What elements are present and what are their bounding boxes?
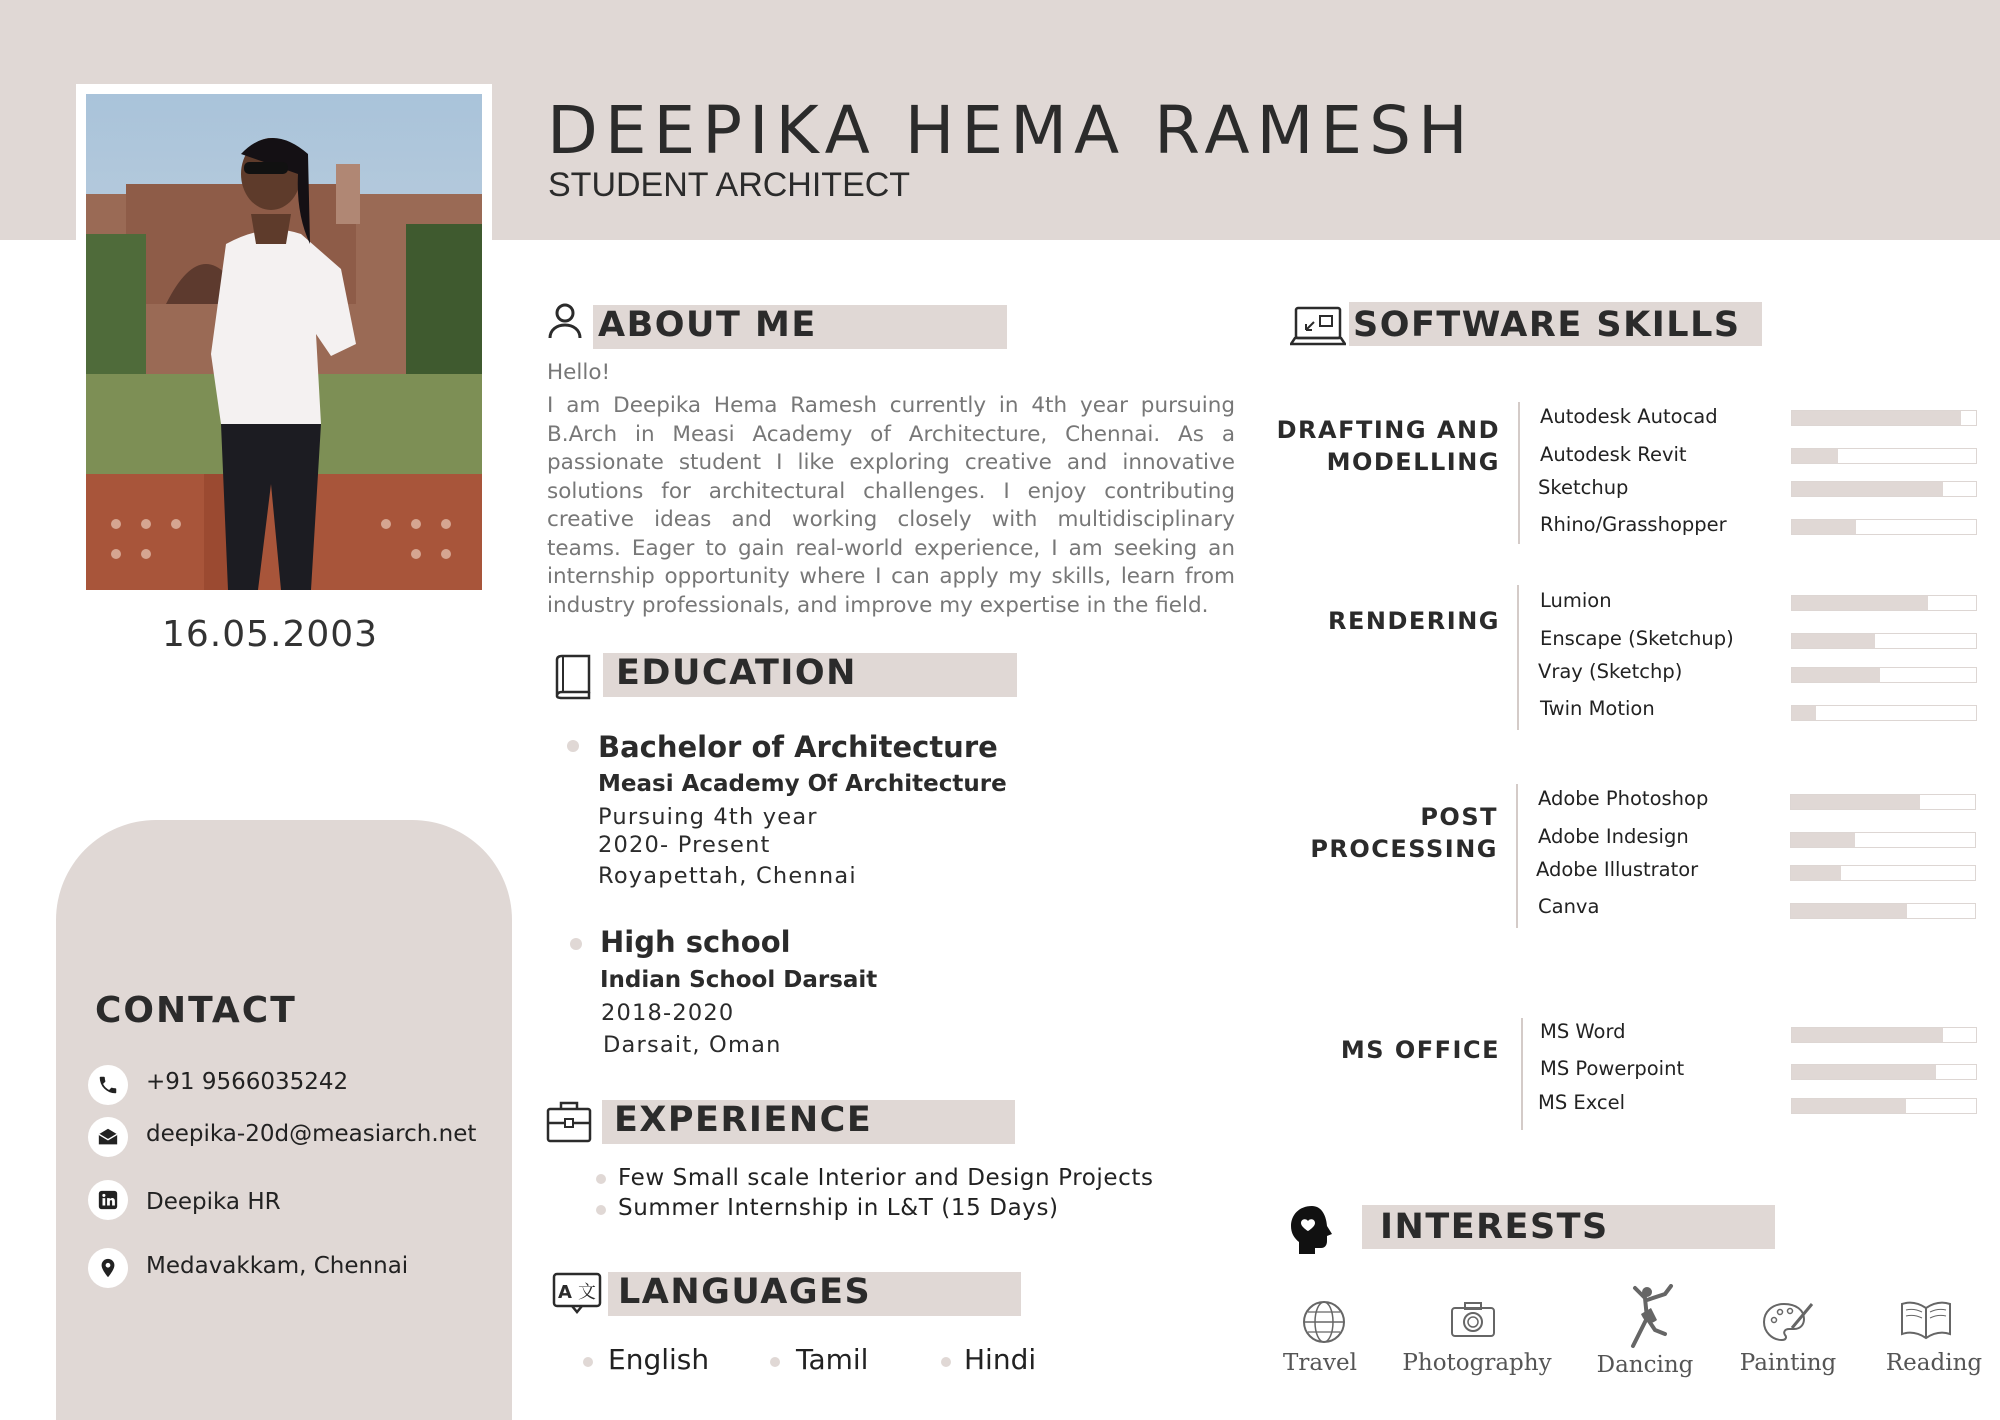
skill-name: MS Excel: [1538, 1091, 1626, 1114]
about-greeting: Hello!: [547, 360, 611, 385]
skill-category-label: MS OFFICE: [1340, 1036, 1500, 1064]
skill-bar: [1791, 595, 1977, 611]
bullet: [567, 740, 579, 752]
interests-title: INTERESTS: [1380, 1207, 1609, 1247]
skill-name: Autodesk Autocad: [1540, 405, 1718, 428]
globe-icon: [1300, 1298, 1348, 1350]
skill-bar: [1791, 1064, 1977, 1080]
language-item: English: [608, 1343, 710, 1376]
skill-name: Sketchup: [1538, 476, 1629, 499]
interest-label: Dancing: [1596, 1352, 1694, 1378]
candidate-name: DEEPIKA HEMA RAMESH: [547, 92, 1475, 169]
translate-icon: [552, 1272, 602, 1318]
book-icon: [553, 654, 593, 704]
palette-icon: [1762, 1300, 1814, 1350]
skill-bar: [1791, 1098, 1977, 1114]
skill-bar: [1791, 633, 1977, 649]
book-open-icon: [1898, 1298, 1954, 1346]
skill-bar: [1790, 832, 1976, 848]
contact-title: CONTACT: [95, 990, 297, 1031]
camera-icon: [1450, 1300, 1496, 1344]
skill-name: Canva: [1538, 895, 1600, 918]
bullet: [570, 938, 582, 950]
linkedin-icon: [88, 1180, 128, 1220]
edu-institution: Measi Academy Of Architecture: [598, 771, 1007, 797]
bullet: [596, 1205, 606, 1215]
category-divider: [1521, 1018, 1523, 1130]
skill-category-label: RENDERING: [1328, 607, 1500, 635]
svg-text:文: 文: [578, 1282, 596, 1303]
contact-card: [56, 820, 512, 1420]
skill-name: Adobe Indesign: [1538, 825, 1689, 848]
person-icon: [547, 302, 583, 344]
about-title: ABOUT ME: [598, 305, 817, 345]
skill-bar: [1790, 865, 1976, 881]
skill-category-label: POST PROCESSING: [1310, 803, 1498, 863]
interest-label: Travel: [1282, 1350, 1357, 1376]
category-divider: [1518, 402, 1520, 544]
skill-bar: [1791, 705, 1977, 721]
software-title: SOFTWARE SKILLS: [1353, 305, 1741, 345]
skill-name: Lumion: [1540, 589, 1612, 612]
category-divider: [1517, 585, 1519, 730]
skill-bar: [1791, 519, 1977, 535]
category-divider: [1516, 784, 1518, 928]
bullet: [596, 1174, 606, 1184]
education-title: EDUCATION: [616, 653, 857, 693]
skill-name: MS Powerpoint: [1540, 1057, 1685, 1080]
skill-name: Adobe Photoshop: [1538, 787, 1709, 810]
language-item: Hindi: [964, 1343, 1037, 1376]
interest-label: Photography: [1402, 1350, 1552, 1376]
skill-bar: [1790, 903, 1976, 919]
edu-line: Darsait, Oman: [603, 1032, 782, 1058]
edu-institution: Indian School Darsait: [600, 967, 878, 993]
skill-name: Twin Motion: [1540, 697, 1655, 720]
phone-icon: [88, 1065, 128, 1105]
laptop-icon: [1290, 306, 1346, 350]
experience-title: EXPERIENCE: [614, 1100, 873, 1140]
dancer-icon: [1625, 1284, 1675, 1354]
skill-category-label: DRAFTING AND MODELLING: [1276, 416, 1500, 476]
edu-line: 2018-2020: [601, 1000, 735, 1026]
experience-item: Summer Internship in L&T (15 Days): [618, 1195, 1059, 1221]
interest-label: Painting: [1739, 1350, 1837, 1376]
edu-line: Pursuing 4th year: [598, 804, 818, 830]
interest-label: Reading: [1885, 1350, 1983, 1376]
language-item: Tamil: [796, 1343, 869, 1376]
skill-name: Rhino/Grasshopper: [1540, 513, 1727, 536]
about-body: I am Deepika Hema Ramesh currently in 4th year pursuing B.Arch in Measi Academy of Architecture, Chennai. As a passionate student I like exploring creative and innovative solutions for architectural challenges. I enjoy contributing creative ideas and working closely with multidisciplinary teams. Eager to gain real-world experience, I am seeking an internship opportunity where I can apply my skills, learn from industry professionals, and improve my expertise in the field.: [547, 393, 1235, 618]
heart-head-icon: [1288, 1204, 1336, 1260]
briefcase-icon: [546, 1099, 592, 1147]
skill-name: Adobe Illustrator: [1536, 858, 1699, 881]
contact-phone[interactable]: +91 9566035242: [146, 1069, 349, 1095]
skill-name: Vray (Sketchp): [1538, 660, 1683, 683]
skill-bar: [1791, 667, 1977, 683]
skill-bar: [1791, 481, 1977, 497]
bullet: [583, 1357, 593, 1367]
svg-text:A: A: [558, 1282, 572, 1303]
email-icon: [88, 1117, 128, 1157]
candidate-role: STUDENT ARCHITECT: [548, 166, 911, 204]
experience-item: Few Small scale Interior and Design Projects: [618, 1165, 1154, 1191]
edu-degree: High school: [600, 925, 791, 959]
bullet: [770, 1357, 780, 1367]
skill-bar: [1790, 794, 1976, 810]
edu-degree: Bachelor of Architecture: [598, 730, 998, 764]
contact-linkedin[interactable]: Deepika HR: [146, 1189, 281, 1215]
languages-title: LANGUAGES: [618, 1272, 872, 1312]
contact-email[interactable]: deepika-20d@measiarch.net: [146, 1121, 477, 1147]
profile-photo: [86, 94, 482, 590]
location-pin-icon: [88, 1248, 128, 1288]
bullet: [941, 1357, 951, 1367]
skill-bar: [1791, 448, 1977, 464]
contact-location: Medavakkam, Chennai: [146, 1253, 409, 1279]
edu-line: Royapettah, Chennai: [598, 863, 857, 889]
skill-bar: [1791, 410, 1977, 426]
skill-name: Enscape (Sketchup): [1540, 627, 1734, 650]
skill-name: MS Word: [1540, 1020, 1626, 1043]
edu-line: 2020- Present: [598, 832, 771, 858]
date-of-birth: 16.05.2003: [161, 614, 379, 655]
skill-bar: [1791, 1027, 1977, 1043]
skill-name: Autodesk Revit: [1540, 443, 1687, 466]
